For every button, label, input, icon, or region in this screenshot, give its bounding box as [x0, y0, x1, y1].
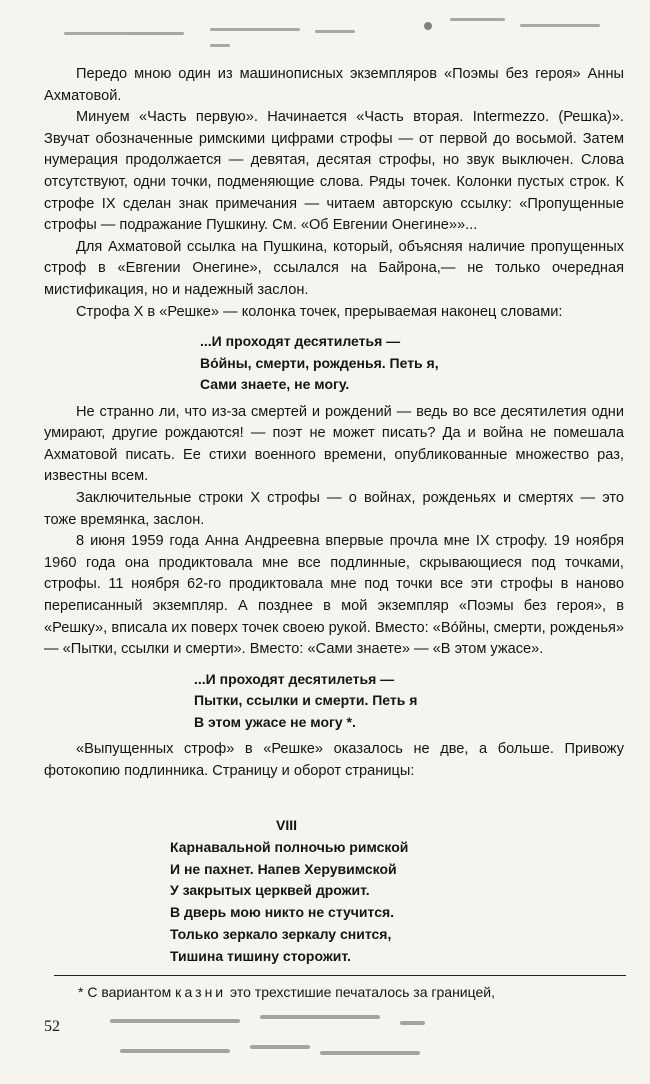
footnote-divider: [54, 975, 626, 976]
verse-quote-1: [200, 331, 624, 396]
verse-line: ...И проходят десятилетья —: [194, 670, 395, 687]
footnote: [78, 982, 638, 1002]
paragraph-8: «Выпущенных строф» в «Решке» оказалось не две, а больше. Привожу фотокопию подлинника. Страницу и оборот страницы:: [44, 741, 624, 779]
paragraph-6: Заключительные строки X строфы — о войнах, рожденьях и смертях — это тоже времянка, заслон.: [44, 490, 624, 528]
paragraph-2: Минуем «Часть первую». Начинается «Часть вторая. Intermezzo. (Решка)». Звучат обозначенные римскими цифрами строфы — от первой до восьмой. Затем нумерация продолжается — девятая, десятая строфы, но звук выключен. Слова отсутствуют, одни точки, подменяющие слова. Ряды точек. Колонки пустых строк. К строфе IX сделан знак примечания — читаем авторскую ссылку: «Пропущенные строфы — подражание Пушкину. См. «Об Евгении Онегине»»...: [44, 109, 624, 234]
poem-line: У закрытых церквей дрожит.: [170, 882, 370, 899]
stanza-number: VIII: [276, 817, 298, 833]
verse-line: ...И проходят десятилетья —: [200, 333, 401, 350]
footnote-start: * С вариантом: [78, 984, 172, 1000]
poem-stanza: [170, 815, 470, 968]
footnote-end: это трехстишие печаталось за границей,: [230, 984, 495, 1000]
paragraph-1: Передо мною один из машинописных экземпляров «Поэмы без героя» Анны Ахматовой.: [44, 66, 624, 104]
poem-line: В дверь мою никто не стучится.: [170, 904, 395, 921]
poem-line: Карнавальной полночью римской: [170, 838, 409, 855]
poem-line: Только зеркало зеркалу снится,: [170, 925, 392, 942]
verse-quote-2: [194, 669, 624, 734]
scan-smudge-bottom: [110, 1005, 430, 1075]
article-text: [44, 64, 624, 782]
paragraph-3: Для Ахматовой ссылка на Пушкина, который, объясняя наличие пропущенных строф в «Евгении Онегине», ссылался на Байрона,— не только очередная мистификация, но и надежный заслон.: [44, 238, 624, 298]
poem-line: Тишина тишину сторожит.: [170, 947, 351, 964]
paragraph-5: Не странно ли, что из-за смертей и рождений — ведь во все десятилетия одни умирают, другие рождаются! — поэт не может писать? Да и война не помешала Ахматовой писать. Ее стихи военного времени, опубликованные множество раз, известны всем.: [44, 403, 624, 485]
page-number: 52: [44, 1018, 60, 1035]
scan-smudge-top: [60, 10, 620, 55]
verse-line: В этом ужасе не могу *.: [194, 713, 356, 730]
poem-line: И не пахнет. Напев Херувимской: [170, 860, 397, 877]
paragraph-7: 8 июня 1959 года Анна Андреевна впервые прочла мне IX строфу. 19 ноября 1960 года она продиктовала мне все подлинные, скрывающиеся под точками, строфы. 11 ноября 62-го продиктовала мне под точки все эти строфы в наново переписанный экземпляр. А позднее в мой экземпляр «Поэмы без героя», в «Решку», вписала их поверх точек своею рукой. Вместо: «Во́йны, смерти, рожденья» — «Пытки, ссылки и смерти». Вместо: «Сами знаете» — «В этом ужасе».: [44, 533, 624, 658]
paragraph-4: Строфа X в «Решке» — колонка точек, прерываемая наконец словами:: [76, 303, 563, 320]
footnote-spaced-word: казни: [175, 984, 227, 1000]
verse-line: Во́йны, смерти, рожденья. Петь я,: [200, 354, 439, 371]
verse-line: Сами знаете, не могу.: [200, 376, 350, 393]
verse-line: Пытки, ссылки и смерти. Петь я: [194, 692, 418, 709]
